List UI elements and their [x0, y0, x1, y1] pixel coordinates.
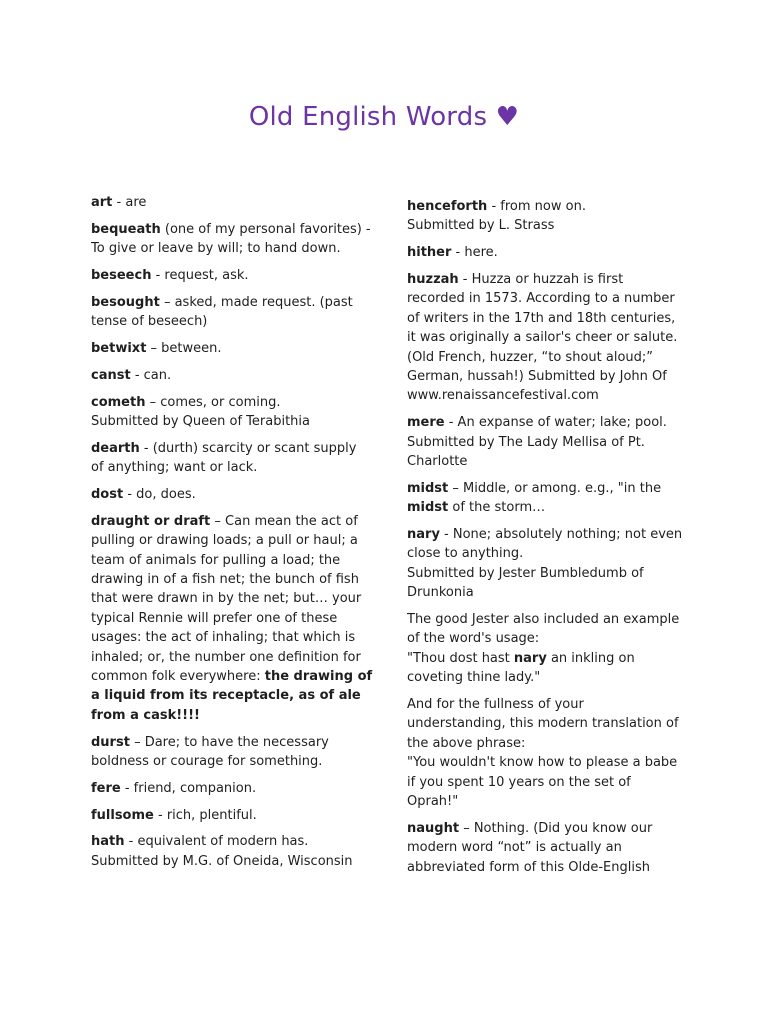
- definition: – Can mean the act of pulling or drawing loads; a pull or haul; a team of animals for pulling a load; the drawing in of a fish net; the bunch of fish that were drawn in by the net; but… your typical Rennie will prefer one of these usages: the act of inhaling; that which is inhaled; or, the number one definition for common folk everywhere:: [91, 513, 362, 685]
- definition: - (durth) scarcity or scant supply of anything; want or lack.: [91, 440, 357, 476]
- term: art: [91, 195, 113, 210]
- submitted-by: Submitted by Queen of Terabithia: [91, 414, 310, 429]
- entry-midst: [407, 479, 685, 518]
- term: huzzah: [407, 272, 459, 287]
- definition: - from now on.: [487, 199, 586, 214]
- term: durst: [91, 734, 130, 750]
- entry-nary: [407, 525, 685, 603]
- term: midst: [407, 480, 449, 496]
- quote-part: "Thou dost hast: [407, 650, 514, 666]
- entry-huzzah: [407, 270, 685, 406]
- definition: – between.: [146, 341, 222, 356]
- entry-mere: [407, 413, 685, 471]
- emphasis: the drawing of a liquid from its receptacle, as of ale from a cask!!!!: [91, 669, 373, 723]
- entry-bequeath: [91, 220, 373, 259]
- entry-canst: [91, 366, 373, 385]
- entry-betwixt: [91, 339, 373, 358]
- term: henceforth: [407, 199, 488, 214]
- right-column: [407, 197, 685, 885]
- definition: - An expanse of water; lake; pool. Submitted by The Lady Mellisa of Pt. Charlotte: [407, 415, 667, 470]
- note-intro: And for the fullness of your understanding, this modern translation of the above phrase:: [407, 697, 679, 751]
- definition: (one of my personal favorites) - To give or leave by will; to hand down.: [91, 221, 371, 257]
- definition: – Middle, or among. e.g., "in the: [448, 480, 662, 496]
- term: naught: [407, 820, 460, 836]
- term: canst: [91, 367, 131, 383]
- entry-fullsome: [91, 806, 373, 825]
- term: besought: [91, 294, 160, 310]
- jester-note: [407, 610, 685, 688]
- entry-draught: [91, 512, 373, 725]
- entry-dost: [91, 485, 373, 504]
- quote-part: an inkling on coveting thine lady.": [407, 650, 635, 686]
- submitted-by: Submitted by Jester Bumbledumb of Drunkonia: [407, 565, 644, 601]
- entry-besought: [91, 293, 373, 332]
- quote-term: nary: [513, 650, 547, 666]
- entry-dearth: [91, 439, 373, 478]
- term: fullsome: [91, 807, 154, 823]
- entry-hither: [407, 243, 685, 262]
- term-inline: midst: [407, 500, 449, 516]
- definition: - None; absolutely nothing; not even close to anything.: [407, 527, 683, 562]
- term: betwixt: [91, 341, 147, 356]
- term: fere: [91, 780, 121, 796]
- entry-beseech: [91, 266, 373, 285]
- entry-durst: [91, 733, 373, 772]
- term: bequeath: [91, 221, 161, 237]
- term: nary: [407, 527, 440, 543]
- definition: – Nothing. (Did you know our modern word “not” is actually an abbreviated form of this Olde-English: [407, 820, 653, 875]
- term: hither: [407, 245, 452, 261]
- definition: - can.: [130, 367, 172, 383]
- term: cometh: [91, 394, 146, 410]
- term: draught or draft: [91, 513, 211, 529]
- definition: – asked, made request. (past tense of beseech): [91, 294, 353, 330]
- term: mere: [407, 415, 445, 431]
- definition: - request, ask.: [151, 268, 249, 283]
- definition: - are: [112, 195, 147, 210]
- term: dearth: [91, 440, 140, 456]
- submitted-by: Submitted by L. Strass: [407, 218, 555, 234]
- left-column: [91, 193, 373, 879]
- entry-cometh: [91, 393, 373, 432]
- term: hath: [91, 834, 125, 850]
- definition: – Dare; to have the necessary boldness or courage for something.: [91, 734, 329, 770]
- term: beseech: [91, 268, 152, 283]
- definition: - rich, plentiful.: [153, 807, 257, 823]
- translation-note: [407, 695, 685, 811]
- entry-naught: [407, 819, 685, 877]
- usage-quote: [407, 649, 685, 688]
- definition: - equivalent of modern has.: [124, 834, 309, 850]
- submitted-by: Submitted by M.G. of Oneida, Wisconsin: [91, 853, 353, 869]
- note-intro: The good Jester also included an example of the word's usage:: [407, 612, 680, 647]
- term: dost: [91, 487, 124, 502]
- definition-tail: of the storm…: [448, 500, 546, 516]
- entry-hath: [91, 832, 373, 871]
- definition: – comes, or coming.: [145, 394, 281, 410]
- entry-art: [91, 193, 373, 212]
- definition: - Huzza or huzzah is first recorded in 1573. According to a number of writers in the 17th and 18th centuries, it was originally a sailor's cheer or salute. (Old French, huzzer, “to shout aloud;” German, hussah!) Submitted by John Of www.renaissancefestival.com: [407, 272, 678, 404]
- entry-fere: [91, 779, 373, 798]
- translation-quote: "You wouldn't know how to please a babe if you spent 10 years on the set of Oprah!": [407, 755, 678, 810]
- entry-henceforth: [407, 197, 685, 236]
- page-title: Old English Words ♥: [248, 102, 520, 132]
- definition: - here.: [451, 245, 498, 261]
- definition: - friend, companion.: [120, 780, 257, 796]
- definition: - do, does.: [123, 487, 196, 502]
